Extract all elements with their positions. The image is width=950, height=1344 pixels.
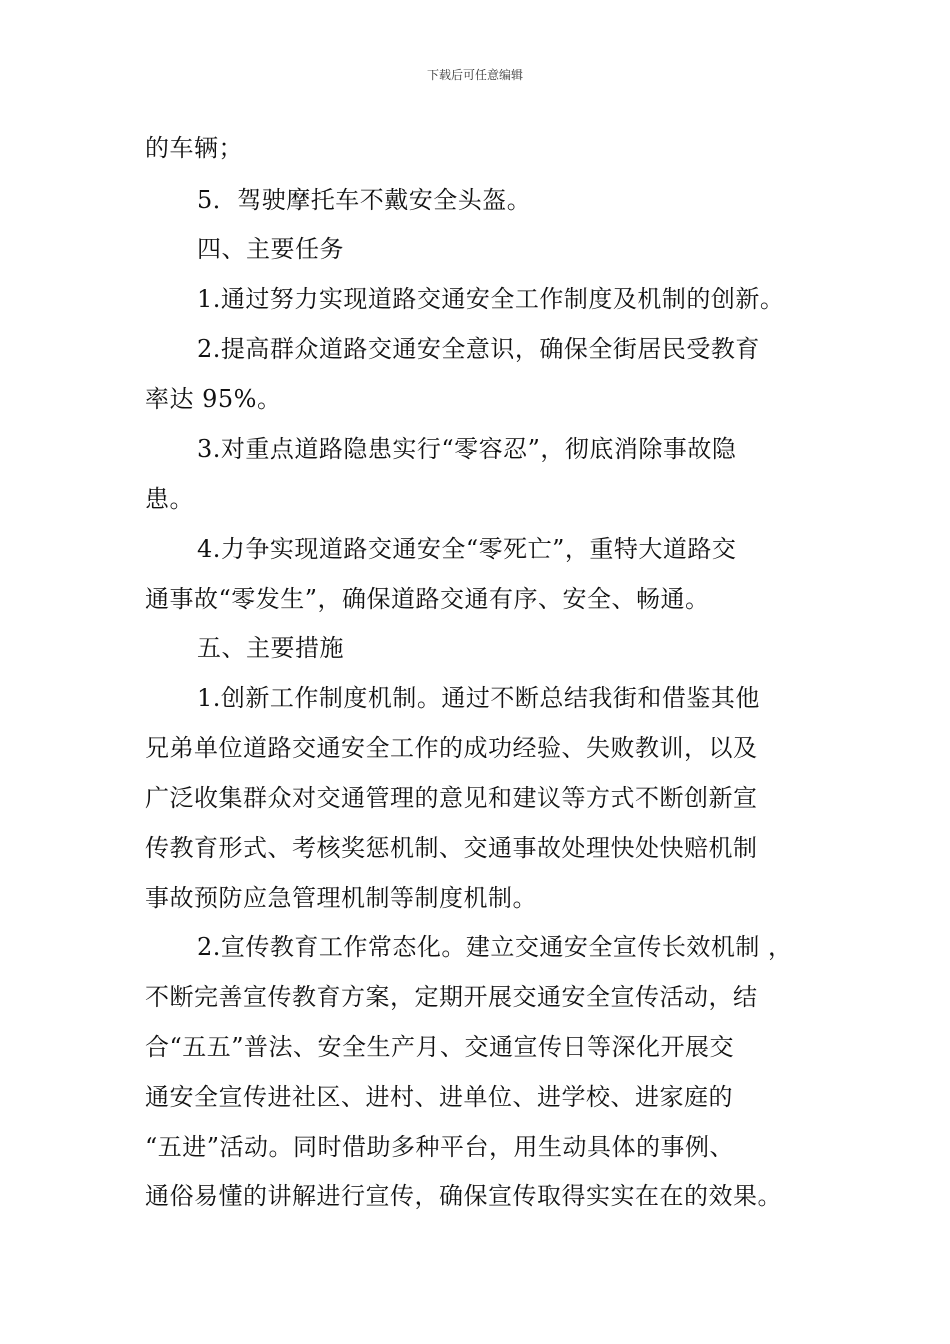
text-line: 的车辆； bbox=[145, 134, 243, 162]
text-line: 通俗易懂的讲解进行宣传，确保宣传取得实实在在的效果。 bbox=[145, 1182, 782, 1210]
list-item: 1.创新工作制度机制。通过不断总结我街和借鉴其他 bbox=[197, 684, 760, 712]
text-line: 广泛收集群众对交通管理的意见和建议等方式不断创新宣 bbox=[145, 784, 758, 812]
text-line: 通事故“零发生”，确保道路交通有序、安全、畅通。 bbox=[145, 585, 710, 613]
list-item: 1.通过努力实现道路交通安全工作制度及机制的创新。 bbox=[197, 285, 785, 313]
text-line: 兄弟单位道路交通安全工作的成功经验、失败教训，以及 bbox=[145, 734, 758, 762]
list-item: 3.对重点道路隐患实行“零容忍”，彻底消除事故隐 bbox=[197, 435, 737, 463]
text-line: 合“五五”普法、安全生产月、交通宣传日等深化开展交 bbox=[145, 1033, 735, 1061]
text-line: 传教育形式、考核奖惩机制、交通事故处理快处快赔机制 bbox=[145, 834, 758, 862]
text-line: 率达 95%。 bbox=[145, 385, 282, 413]
page-header: 下载后可任意编辑 bbox=[426, 68, 523, 82]
list-item: 2.宣传教育工作常态化。建立交通安全宣传长效机制 ， bbox=[197, 933, 793, 961]
list-item: 2.提高群众道路交通安全意识，确保全街居民受教育 bbox=[197, 335, 760, 363]
section-heading: 五、主要措施 bbox=[197, 634, 344, 662]
text-line: 事故预防应急管理机制等制度机制。 bbox=[145, 884, 537, 912]
text-line: 通安全宣传进社区、进村、进单位、进学校、进家庭的 bbox=[145, 1083, 733, 1111]
list-item: 5．驾驶摩托车不戴安全头盔。 bbox=[197, 186, 532, 214]
text-line: “五进”活动。同时借助多种平台，用生动具体的事例、 bbox=[145, 1133, 735, 1161]
section-heading: 四、主要任务 bbox=[197, 235, 344, 263]
text-line: 患。 bbox=[145, 485, 194, 513]
list-item: 4.力争实现道路交通安全“零死亡”，重特大道路交 bbox=[197, 535, 737, 563]
text-line: 不断完善宣传教育方案，定期开展交通安全宣传活动，结 bbox=[145, 983, 758, 1011]
